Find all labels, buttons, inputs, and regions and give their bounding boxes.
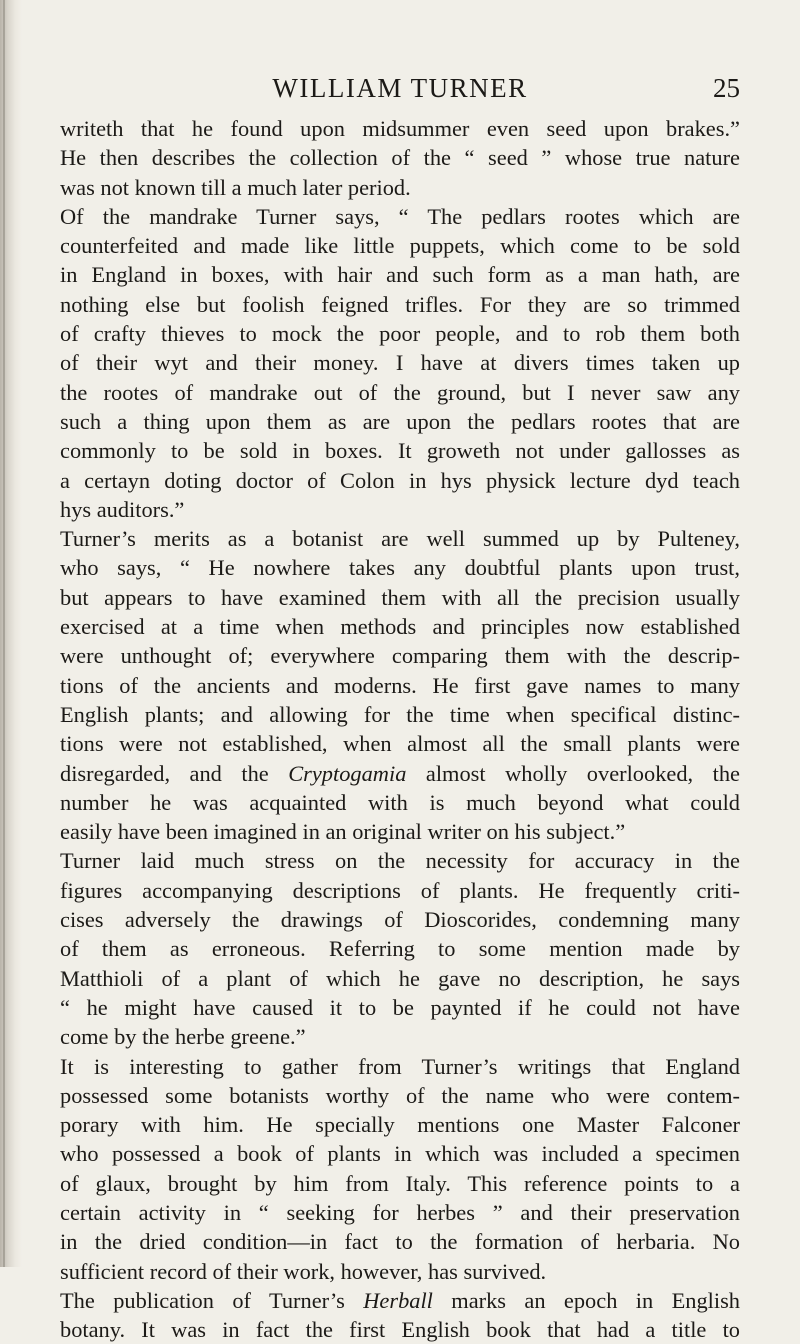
text-segment: were unthought of; everywhere comparing them with the descrip- xyxy=(60,643,740,669)
text-line xyxy=(60,612,740,641)
text-segment: figures accompanying descriptions of plants. He frequently criti- xyxy=(60,877,740,903)
text-segment: exercised at a time when methods and principles now established xyxy=(60,614,740,640)
text-line xyxy=(60,1286,740,1315)
text-segment: The publication of Turner’s xyxy=(60,1287,364,1313)
text-line xyxy=(60,817,740,846)
text-segment: Turner’s merits as a botanist are well summed up by Pulteney, xyxy=(60,526,740,552)
text-segment: It is interesting to gather from Turner’s writings that England xyxy=(60,1053,740,1079)
text-line xyxy=(60,202,740,231)
text-segment: in the dried condition—in fact to the formation of herbaria. No xyxy=(60,1229,740,1255)
text-segment: porary with him. He specially mentions one Master Falconer xyxy=(60,1112,740,1138)
text-line xyxy=(60,1315,740,1344)
text-line xyxy=(60,1169,740,1198)
text-line xyxy=(60,1257,740,1286)
text-line xyxy=(60,1110,740,1139)
text-line xyxy=(60,231,740,260)
text-line xyxy=(60,1081,740,1110)
text-line xyxy=(60,524,740,553)
text-line xyxy=(60,290,740,319)
text-segment: the rootes of mandrake out of the ground, but I never saw any xyxy=(60,379,740,405)
text-line xyxy=(60,114,740,143)
text-line xyxy=(60,729,740,758)
page-binding-edge xyxy=(3,0,5,1267)
text-segment: of their wyt and their money. I have at divers times taken up xyxy=(60,350,740,376)
text-line xyxy=(60,876,740,905)
page-number: 25 xyxy=(713,73,740,103)
text-segment: writeth that he found upon midsummer even seed upon brakes.” xyxy=(60,116,740,141)
text-segment: who possessed a book of plants in which was included a specimen xyxy=(60,1141,740,1167)
text-segment: in England in boxes, with hair and such form as a man hath, are xyxy=(60,262,740,288)
text-segment: number he was acquainted with is much beyond what could xyxy=(60,789,740,815)
text-line xyxy=(60,964,740,993)
text-segment: come by the herbe greene.” xyxy=(60,1024,306,1050)
running-title: WILLIAM TURNER xyxy=(272,73,528,103)
italic-term: Herball xyxy=(363,1287,433,1313)
text-line xyxy=(60,583,740,612)
body-text xyxy=(60,114,740,1344)
text-segment: English plants; and allowing for the time when specifical distinc- xyxy=(60,701,740,727)
text-line xyxy=(60,993,740,1022)
text-line xyxy=(60,846,740,875)
text-line xyxy=(60,1198,740,1227)
text-segment: possessed some botanists worthy of the name who were contem- xyxy=(60,1082,740,1108)
text-segment: tions of the ancients and moderns. He first gave names to many xyxy=(60,672,740,698)
text-segment: sufficient record of their work, however, has survived. xyxy=(60,1258,547,1284)
text-segment: Turner laid much stress on the necessity for accuracy in the xyxy=(60,848,740,874)
text-segment: of them as erroneous. Referring to some mention made by xyxy=(60,936,740,962)
text-line xyxy=(60,1227,740,1256)
text-segment: botany. It was in fact the first English book that had a title to xyxy=(60,1317,740,1343)
text-line xyxy=(60,671,740,700)
text-segment: tions were not established, when almost all the small plants were xyxy=(60,731,740,757)
text-segment: He then describes the collection of the “ seed ” whose true nature xyxy=(60,145,740,171)
text-line xyxy=(60,173,740,202)
text-line xyxy=(60,260,740,289)
italic-term: Cryptogamia xyxy=(288,760,407,786)
text-line xyxy=(60,934,740,963)
text-segment: easily have been imagined in an original writer on his subject.” xyxy=(60,819,626,845)
text-segment: such a thing upon them as are upon the pedlars rootes that are xyxy=(60,408,740,434)
text-line xyxy=(60,553,740,582)
text-line xyxy=(60,1052,740,1081)
text-line xyxy=(60,1022,740,1051)
running-head xyxy=(60,71,740,111)
text-segment: Matthioli of a plant of which he gave no description, he says xyxy=(60,965,740,991)
text-line xyxy=(60,495,740,524)
text-line xyxy=(60,143,740,172)
text-segment: but appears to have examined them with all the precision usually xyxy=(60,584,740,610)
text-segment: disregarded, and the xyxy=(60,760,289,786)
text-segment: hys auditors.” xyxy=(60,496,185,522)
text-segment: cises adversely the drawings of Dioscorides, condemning many xyxy=(60,907,740,933)
text-segment: almost wholly overlooked, the xyxy=(406,760,740,786)
text-segment: was not known till a much later period. xyxy=(60,174,411,200)
text-line xyxy=(60,378,740,407)
text-segment: who says, “ He nowhere takes any doubtful plants upon trust, xyxy=(60,555,740,581)
text-segment: nothing else but foolish feigned trifles. For they are so trimmed xyxy=(60,291,740,317)
text-line xyxy=(60,641,740,670)
text-line xyxy=(60,759,740,788)
text-segment: certain activity in “ seeking for herbes ” and their preservation xyxy=(60,1199,740,1225)
text-line xyxy=(60,1139,740,1168)
text-segment: commonly to be sold in boxes. It groweth not under gallosses as xyxy=(60,438,740,464)
text-line xyxy=(60,700,740,729)
text-line xyxy=(60,319,740,348)
text-line xyxy=(60,436,740,465)
text-line xyxy=(60,466,740,495)
text-line xyxy=(60,905,740,934)
text-line xyxy=(60,407,740,436)
text-segment: “ he might have caused it to be paynted if he could not have xyxy=(60,994,740,1020)
text-segment: of crafty thieves to mock the poor people, and to rob them both xyxy=(60,321,740,347)
text-segment: Of the mandrake Turner says, “ The pedlars rootes which are xyxy=(60,203,740,229)
text-segment: of glaux, brought by him from Italy. This reference points to a xyxy=(60,1170,740,1196)
text-line xyxy=(60,788,740,817)
text-segment: marks an epoch in English xyxy=(432,1287,740,1313)
text-segment: a certayn doting doctor of Colon in hys physick lecture dyd teach xyxy=(60,467,740,493)
text-line xyxy=(60,348,740,377)
text-segment: counterfeited and made like little puppets, which come to be sold xyxy=(60,233,740,259)
